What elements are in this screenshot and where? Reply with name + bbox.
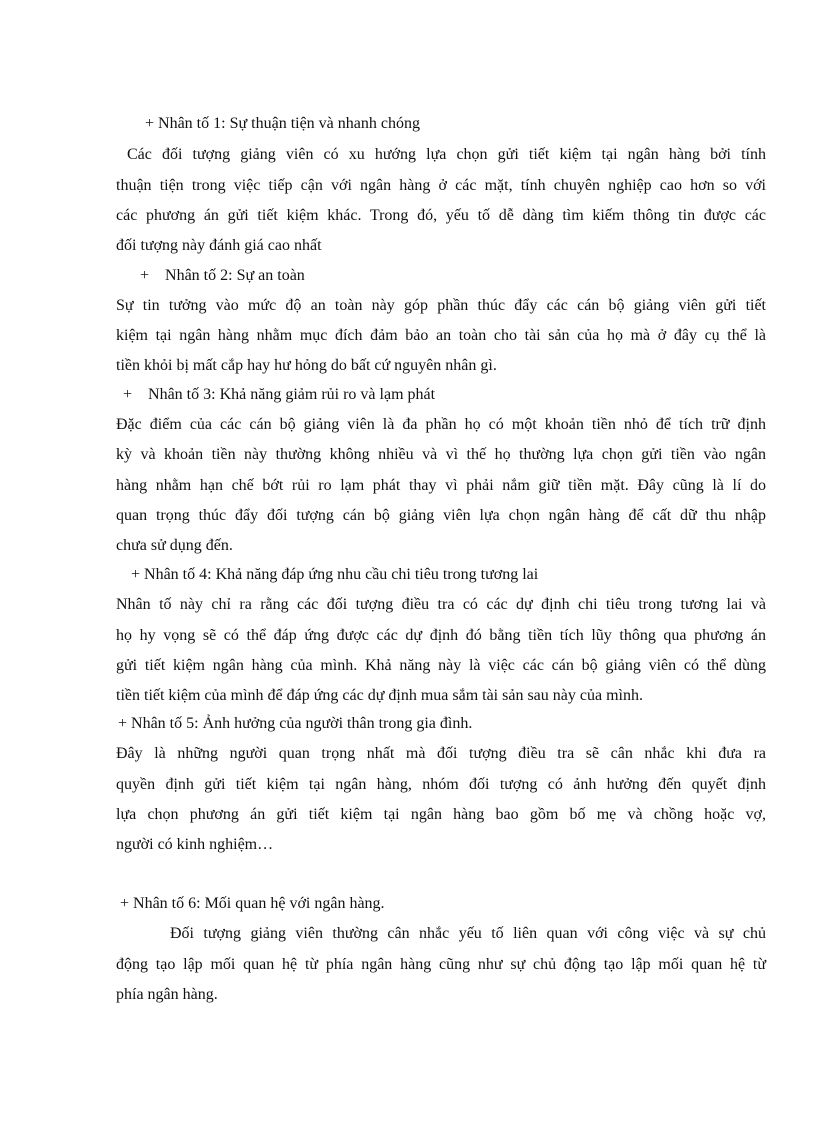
paragraph-line: động tạo lập mối quan hệ từ phía ngân hàng cũng như sự chủ động tạo lập mối quan hệ từ — [116, 956, 766, 973]
paragraph-line: Đối tượng giảng viên thường cân nhắc yếu tố liên quan với công việc và sự chủ — [170, 925, 766, 942]
paragraph-line: chưa sử dụng đến. — [116, 537, 233, 554]
paragraph-line: lựa chọn phương án gửi tiết kiệm tại ngân hàng bao gồm bố mẹ và chồng hoặc vợ, — [116, 806, 766, 823]
paragraph-line: Sự tin tưởng vào mức độ an toàn này góp phần thúc đẩy các cán bộ giảng viên gửi tiết — [116, 297, 766, 314]
paragraph-line: họ hy vọng sẽ có thể đáp ứng được các dự định đó bằng tiền tích lũy thông qua phương án — [116, 627, 766, 644]
paragraph-line: quan trọng thúc đẩy đối tượng cán bộ giảng viên lựa chọn ngân hàng để cất dữ thu nhập — [116, 507, 766, 524]
factor-5-heading: + Nhân tố 5: Ảnh hưởng của người thân trong gia đình. — [118, 715, 473, 732]
paragraph-line: tiền tiết kiệm của mình để đáp ứng các dự định mua sắm tài sản sau này của mình. — [116, 687, 643, 704]
factor-1-heading: + Nhân tố 1: Sự thuận tiện và nhanh chóng — [145, 115, 420, 132]
paragraph-line: kỳ và khoản tiền này thường không nhiều và vì thế họ thường lựa chọn gửi tiền vào ngân — [116, 446, 766, 463]
paragraph-line: hàng nhằm hạn chế bớt rủi ro lạm phát thay vì phải nắm giữ tiền mặt. Đây cũng là lí do — [116, 477, 766, 494]
paragraph-line: Các đối tượng giảng viên có xu hướng lựa chọn gửi tiết kiệm tại ngân hàng bởi tính — [127, 146, 766, 163]
factor-6-heading: + Nhân tố 6: Mối quan hệ với ngân hàng. — [120, 895, 385, 912]
paragraph-line: Đặc điểm của các cán bộ giảng viên là đa phần họ có một khoản tiền nhỏ để tích trữ định — [116, 416, 766, 433]
paragraph-line: đối tượng này đánh giá cao nhất — [116, 237, 322, 254]
paragraph-line: người có kinh nghiệm… — [116, 836, 274, 853]
factor-4-heading: + Nhân tố 4: Khả năng đáp ứng nhu cầu chi tiêu trong tương lai — [131, 566, 539, 583]
paragraph-line: phía ngân hàng. — [116, 986, 218, 1003]
paragraph-line: Đây là những người quan trọng nhất mà đối tượng điều tra sẽ cân nhắc khi đưa ra — [116, 745, 766, 762]
paragraph-line: gửi tiết kiệm ngân hàng của mình. Khả năng này là việc các cán bộ giảng viên có thể dùng — [116, 657, 766, 674]
paragraph-line: tiền khỏi bị mất cắp hay hư hỏng do bất cứ nguyên nhân gì. — [116, 357, 497, 374]
paragraph-line: Nhân tố này chỉ ra rằng các đối tượng điều tra có các dự định chi tiêu trong tương lai và — [116, 596, 766, 613]
paragraph-line: thuận tiện trong việc tiếp cận với ngân hàng ở các mặt, tính chuyên nghiệp cao hơn so với — [116, 177, 766, 194]
factor-2-heading: + Nhân tố 2: Sự an toàn — [140, 267, 305, 284]
factor-3-heading: + Nhân tố 3: Khả năng giảm rủi ro và lạm phát — [123, 386, 436, 403]
paragraph-line: các phương án gửi tiết kiệm khác. Trong đó, yếu tố dễ dàng tìm kiếm thông tin được các — [116, 207, 766, 224]
paragraph-line: quyền định gửi tiết kiệm tại ngân hàng, nhóm đối tượng có ảnh hưởng đến quyết định — [116, 776, 766, 793]
paragraph-line: kiệm tại ngân hàng nhằm mục đích đảm bảo an toàn cho tài sản của họ mà ở đây cụ thể là — [116, 327, 766, 344]
